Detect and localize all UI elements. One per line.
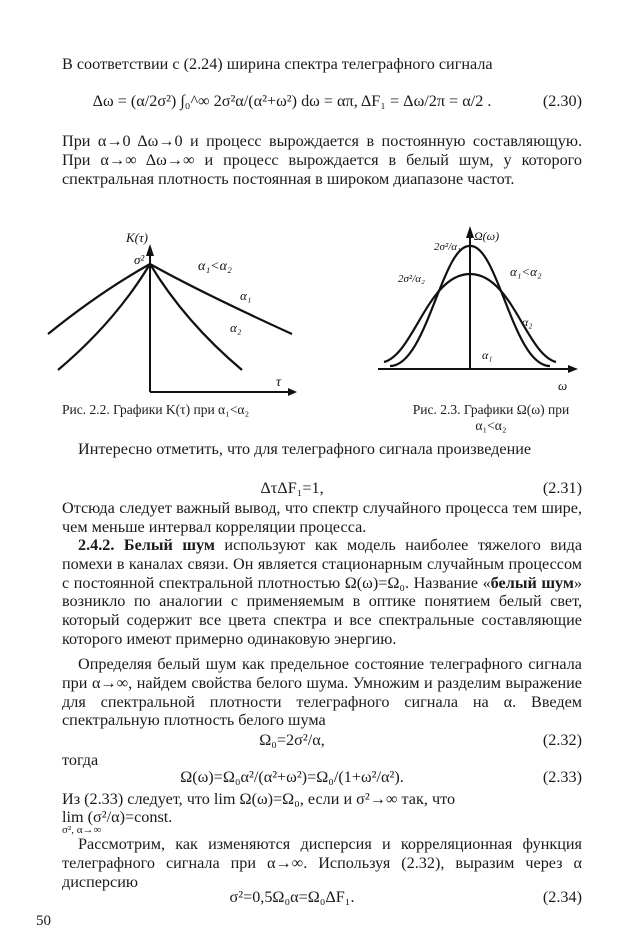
fig22-y-arrow bbox=[146, 244, 154, 256]
fig22-x-arrow bbox=[288, 388, 297, 396]
fig23-caption-line1: Рис. 2.3. Графики Ω(ω) при bbox=[412, 402, 570, 417]
fig23-caption bbox=[396, 402, 586, 434]
fig22-x-label: τ bbox=[276, 375, 282, 390]
fig23-y-arrow bbox=[466, 226, 474, 238]
section-number: 2.4.2. bbox=[78, 536, 115, 554]
section-text-b: » возникло по аналогии с применяемым в оптике понятием белый свет, который содержит все цвета спектра и все спектральные составляющие которого имеют примерно одинаковую энергию. bbox=[62, 573, 583, 648]
limit-subscript: σ², α→∞ bbox=[62, 824, 102, 836]
equation-2-34-number: (2.34) bbox=[542, 888, 582, 906]
fig22-curve-alpha1-left bbox=[48, 264, 150, 334]
equation-2-33-body: Ω(ω)=Ω₀α²/(α²+ω²)=Ω₀/(1+ω²/α²). bbox=[180, 768, 404, 786]
equation-2-32-body: Ω₀=2σ²/α, bbox=[259, 731, 325, 749]
fig22-curve-alpha2-left bbox=[58, 264, 150, 370]
fig23-curve1-label: α₁ bbox=[482, 348, 493, 362]
page-number: 50 bbox=[36, 913, 51, 929]
figure-2-3 bbox=[362, 224, 594, 404]
paragraph-limit-line1: Из (2.33) следует, что lim Ω(ω)=Ω₀, если и σ²→∞ так, что bbox=[62, 790, 456, 808]
equation-2-32-number: (2.32) bbox=[542, 731, 582, 749]
equation-2-31-body: ΔτΔF₁=1, bbox=[260, 479, 324, 497]
equation-2-31-number: (2.31) bbox=[542, 479, 582, 497]
figure-2-2 bbox=[30, 222, 320, 422]
paragraph-defining-white-noise: Определяя белый шум как предельное состояние телеграфного сигнала при α→∞, найдем свойства белого шума. Умножим и разделим выражение для спектральной плотности телеграфного сигнала на α. Введем спектральную плотность белого шума bbox=[62, 655, 582, 730]
section-title: Белый шум bbox=[123, 536, 215, 554]
equation-2-33 bbox=[62, 768, 582, 790]
fig22-caption: Рис. 2.2. Графики K(τ) при α₁<α₂ bbox=[62, 402, 250, 417]
fig23-condition-label: α₁<α₂ bbox=[510, 264, 542, 279]
equation-2-33-number: (2.33) bbox=[542, 768, 582, 786]
paragraph-interesting: Интересно отметить, что для телеграфного сигнала произведение bbox=[78, 440, 532, 458]
equation-2-34-body: σ²=0,5Ω₀α=Ω₀ΔF₁. bbox=[229, 888, 355, 906]
paragraph-limit-line2: lim (σ²/α)=const. bbox=[62, 808, 173, 826]
paragraph-conclusion: Отсюда следует важный вывод, что спектр случайного процесса тем шире, чем меньше интервал корреляции процесса. bbox=[62, 499, 582, 536]
fig22-peak-label: σ² bbox=[134, 252, 145, 267]
equation-2-30 bbox=[62, 92, 582, 114]
fig23-x-label: ω bbox=[558, 378, 568, 393]
fig22-curve1-label: α₁ bbox=[240, 288, 252, 303]
fig22-curve2-label: α₂ bbox=[230, 320, 242, 335]
fig23-caption-line2: α₁<α₂ bbox=[475, 418, 507, 433]
fig22-y-label: K(τ) bbox=[126, 230, 148, 245]
section-2-4-2 bbox=[62, 536, 582, 649]
equation-2-32 bbox=[62, 731, 582, 753]
fig23-peak2-label: 2σ²/α₂ bbox=[398, 273, 425, 285]
intro-line: В соответствии с (2.24) ширина спектра телеграфного сигнала bbox=[62, 55, 493, 73]
paragraph-consider: Рассмотрим, как изменяются дисперсия и корреляционная функция телеграфного сигнала при α→∞. Используя (2.32), выразим через α дисперсию bbox=[62, 835, 582, 891]
fig22-curve-alpha2-right bbox=[150, 264, 242, 370]
equation-2-34 bbox=[62, 888, 582, 910]
fig22-condition-label: α₁<α₂ bbox=[198, 259, 232, 274]
section-bold-term: белый шум bbox=[490, 573, 574, 592]
section-text-a: используют как модель наиболее тяжелого вида помехи в каналах связи. Он является стационарным случайным процессом с постоянной спектральной плотностью Ω(ω)=Ω₀. Название « bbox=[62, 536, 583, 592]
equation-2-30-body: Δω = (α/2σ²) ∫₀^∞ 2σ²α/(α²+ω²) dω = απ, ΔF₁ = Δω/2π = α/2 . bbox=[92, 92, 492, 110]
fig22-curve-alpha1-right bbox=[150, 264, 292, 334]
fig23-peak1-label: 2σ²/α₁ bbox=[434, 241, 461, 253]
fig23-y-label: Ω(ω) bbox=[474, 229, 500, 243]
word-then: тогда bbox=[62, 751, 99, 769]
fig23-x-arrow bbox=[568, 365, 578, 373]
equation-2-31 bbox=[62, 479, 582, 501]
fig23-curve2-label: α₂ bbox=[522, 315, 533, 329]
paragraph-limits: При α→0 Δω→0 и процесс вырождается в постоянную составляющую. При α→∞ Δω→∞ и процесс вырождается в белый шум, у которого спектральная плотность постоянная в широком диапазоне частот. bbox=[62, 132, 582, 188]
equation-2-30-number: (2.30) bbox=[542, 92, 582, 110]
